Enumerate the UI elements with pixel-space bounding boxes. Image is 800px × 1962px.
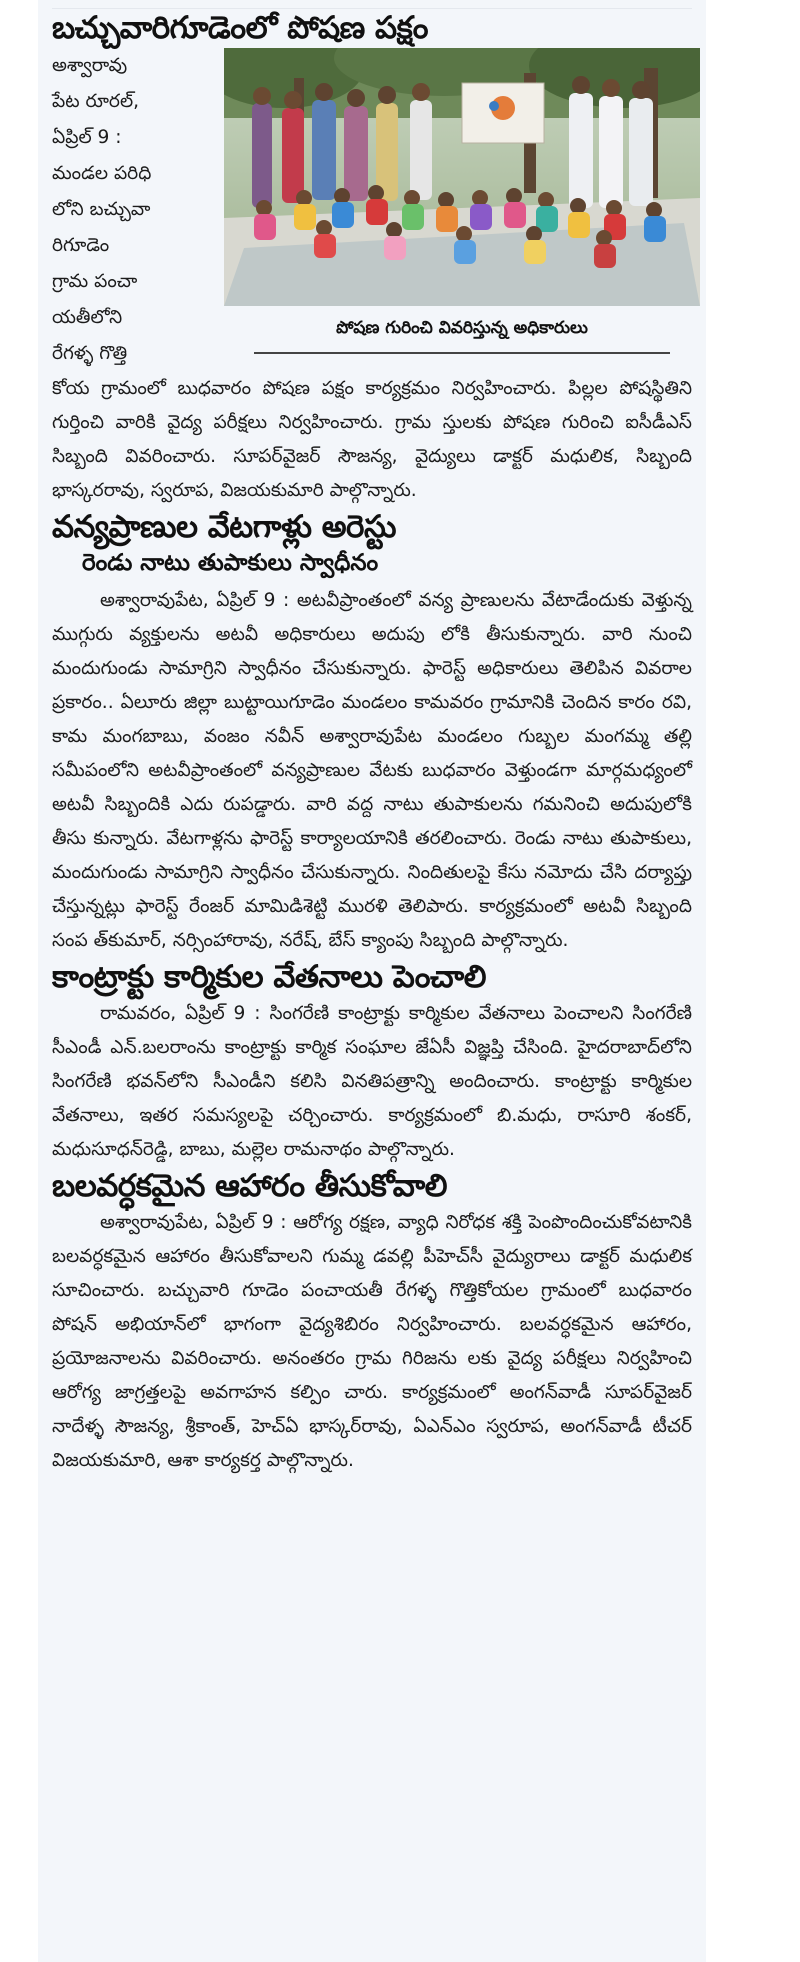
article4-headline: బలవర్ధకమైన ఆహారం తీసుకోవాలి [52,1168,448,1205]
article3-headline: కాంట్రాక్టు కార్మికుల వేతనాలు పెంచాలి [52,959,486,996]
top-edge [52,0,692,9]
article1-wrap-lines [52,48,212,372]
event-photo [224,48,700,306]
wrap-line: గ్రామ పంచా [52,270,138,292]
wrap-line: రిగూడెం [52,234,110,256]
article2-headline: వన్యప్రాణుల వేటగాళ్లు అరెస్టు [52,508,396,545]
article2-body: అశ్వారావుపేట, ఏప్రిల్ 9 : అటవీప్రాంతంలో వన్య ప్రాణులను వేటాడేందుకు వెళ్తున్న ముగ్గురు వ్యక్తులను అటవీ అధికారులు అదుపు లోకి తీసుకున్నారు. వారి నుంచి మందుగుండు సామాగ్రిని స్వాధీనం చేసుకున్నారు. ఫారెస్ట్ అధికారులు తెలిపిన వివరాల ప్రకారం.. ఏలూరు జిల్లా బుట్టాయిగూడెం మండలం కామవరం గ్రామానికి చెందిన కారం రవి, కామ మంగబాబు, వంజం నవీన్ అశ్వారావుపేట మండలం గుబ్బల మంగమ్మ తల్లి సమీపంలోని అటవీప్రాంతంలో వన్యప్రాణుల వేటకు బుధవారం వెళ్తుండగా మార్గమధ్యంలో అటవీ సిబ్బందికి ఎదు రుపడ్డారు. వారి వద్ద నాటు తుపాకులను గమనించి అదుపులోకి తీసు కున్నారు. వేటగాళ్లను ఫారెస్ట్ కార్యాలయానికి తరలించారు. రెండు నాటు తుపాకులు, మందుగుండు సామాగ్రిని స్వాధీనం చేసుకున్నారు. నిందితులపై కేసు నమోదు చేసి దర్యాప్తు చేస్తున్నట్లు ఫారెస్ట్ రేంజర్ మామిడిశెట్టి మురళి తెలిపారు. కార్యక్రమంలో అటవీ సిబ్బంది సంప త్‌కుమార్, నర్సింహారావు, నరేష్, బేస్ క్యాంపు సిబ్బంది పాల్గొన్నారు. [52,590,692,952]
wrap-line: రేగళ్ళ గొత్తి [52,342,128,364]
article1-wrap-text [52,48,212,372]
wrap-line: పేట రూరల్, [52,90,140,112]
article1-body: కోయ గ్రామంలో బుధవారం పోషణ పక్షం కార్యక్రమం నిర్వహించారు. పిల్లల పోషస్థితిని గుర్తించి వారికి వైద్య పరీక్షలు నిర్వహించారు. గ్రామ స్తులకు పోషణ గురించి ఐసీడీఎస్ సిబ్బంది వివరించారు. సూపర్‌వైజర్ సౌజన్య, వైద్యులు డాక్టర్ మధులిక, సిబ్బంది భాస్కరరావు, స్వరూప, విజయకుమారి పాల్గొన్నారు. [52,377,692,501]
article1-figure [224,48,700,354]
article1-top [52,48,692,372]
article1-headline: బచ్చువారిగూడెంలో పోషణ పక్షం [52,10,428,46]
photo-caption: పోషణ గురించి వివరిస్తున్న అధికారులు [254,306,670,354]
article4-body: అశ్వారావుపేట, ఏప్రిల్ 9 : ఆరోగ్య రక్షణ, వ్యాధి నిరోధక శక్తి పెంపొందించుకోవటానికి బలవర్ధకమైన ఆహారం తీసుకోవాలని గుమ్మ డవల్లి పీహెచ్‌సీ వైద్యురాలు డాక్టర్ మధులిక సూచించారు. బచ్చువారి గూడెం పంచాయతీ రేగళ్ళ గొత్తికోయల గ్రామంలో బుధవారం పోషన్ అభియాన్‌లో భాగంగా వైద్యశిబిరం నిర్వహించారు. బలవర్ధకమైన ఆహారం, ప్రయోజనాలను వివరించారు. అనంతరం గ్రామ గిరిజను లకు వైద్య పరీక్షలు నిర్వహించి ఆరోగ్య జాగ్రత్తలపై అవగాహన కల్పిం చారు. కార్యక్రమంలో అంగన్‌వాడీ సూపర్‌వైజర్ నాదేళ్ళ సౌజన్య, శ్రీకాంత్, హెచ్‌ఏ భాస్కర్‌రావు, ఏఎన్‌ఎం స్వరూప, అంగన్‌వాడీ టీచర్ విజయకుమారి, ఆశా కార్యకర్త పాల్గొన్నారు. [52,1211,692,1471]
wrap-line: ఏప్రిల్ 9 : [52,126,122,148]
wrap-line: యతీలోని [52,306,123,328]
article3-body: రామవరం, ఏప్రిల్ 9 : సింగరేణి కాంట్రాక్టు కార్మికుల వేతనాలు పెంచాలని సింగరేణి సీఎండీ ఎన్.బలరాంను కాంట్రాక్టు కార్మిక సంఘాల జేఏసీ విజ్ఞప్తి చేసింది. హైదరాబాద్‌లోని సింగరేణి భవన్‌లోని సీఎండీని కలిసి వినతిపత్రాన్ని అందించారు. కాంట్రాక్టు కార్మికుల వేతనాలు, ఇతర సమస్యలపై చర్చించారు. కార్యక్రమంలో బి.మధు, రాసూరి శంకర్, మధుసూధన్‌రెడ్డి, బాబు, మల్లెల రామనాథం పాల్గొన్నారు. [52,1003,692,1161]
news-column [38,0,706,1962]
wrap-line: లోని బచ్చువా [52,198,151,220]
article2-subhead: రెండు నాటు తుపాకులు స్వాధీనం [82,549,379,576]
wrap-line: మండల పరిధి [52,162,152,184]
wrap-line: అశ్వారావు [52,54,128,76]
